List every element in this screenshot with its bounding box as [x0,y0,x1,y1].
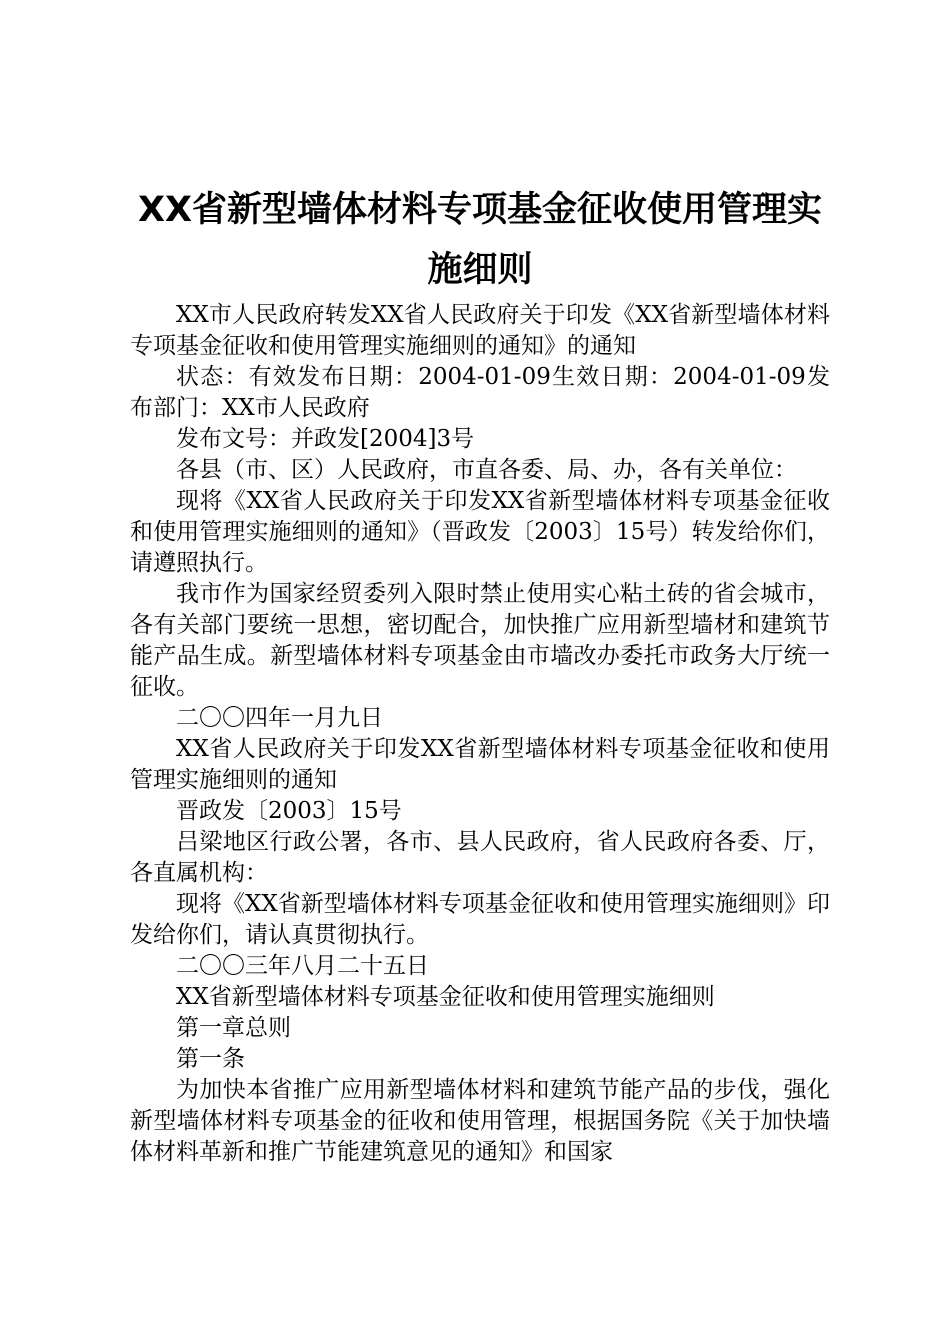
paragraph-city-requirements: 我市作为国家经贸委列入限时禁止使用实心粘土砖的省会城市，各有关部门要统一思想，密切配合，加快推广应用新型墙材和建筑节能产品生成。新型墙体材料专项基金由市墙改办委托市政务大厅统一征收。 [130,581,830,700]
document-body [130,300,830,1168]
paragraph-article-one-body: 为加快本省推广应用新型墙体材料和建筑节能产品的步伐，强化新型墙体材料专项基金的征收和使用管理，根据国务院《关于加快墙体材料革新和推广节能建筑意见的通知》和国家 [130,1077,830,1165]
paragraph-forwarding: 现将《XX省人民政府关于印发XX省新型墙体材料专项基金征收和使用管理实施细则的通知》（晋政发〔2003〕15号）转发给你们，请遵照执行。 [130,488,830,576]
paragraph-status: 状态：有效发布日期：2004-01-09生效日期：2004-01-09发布部门：XX市人民政府 [130,364,830,421]
paragraph-date-2003: 二〇〇三年八月二十五日 [176,953,429,979]
paragraph-date-2004: 二〇〇四年一月九日 [176,705,383,731]
paragraph-province-notice-title: XX省人民政府关于印发XX省新型墙体材料专项基金征收和使用管理实施细则的通知 [130,736,830,793]
paragraph-forward-notice: XX市人民政府转发XX省人民政府关于印发《XX省新型墙体材料专项基金征收和使用管理实施细则的通知》的通知 [130,302,830,359]
document-title [130,180,830,300]
paragraph-doc-number: 发布文号：并政发[2004]3号 [176,426,475,452]
paragraph-province-addressees: 吕梁地区行政公署，各市、县人民政府，省人民政府各委、厅，各直属机构： [130,829,830,886]
paragraph-addressees: 各县（市、区）人民政府，市直各委、局、办，各有关单位： [176,457,797,483]
paragraph-chapter-one: 第一章总则 [176,1015,291,1041]
document-page [130,180,830,1168]
paragraph-rules-title: XX省新型墙体材料专项基金征收和使用管理实施细则 [176,984,715,1010]
paragraph-article-one: 第一条 [176,1046,245,1072]
title-line-1: XX省新型墙体材料专项基金征收使用管理实 [138,190,822,230]
title-line-2: 施细则 [427,250,533,290]
paragraph-province-forwarding: 现将《XX省新型墙体材料专项基金征收和使用管理实施细则》印发给你们，请认真贯彻执行。 [130,891,830,948]
paragraph-province-doc-number: 晋政发〔2003〕15号 [176,798,402,824]
